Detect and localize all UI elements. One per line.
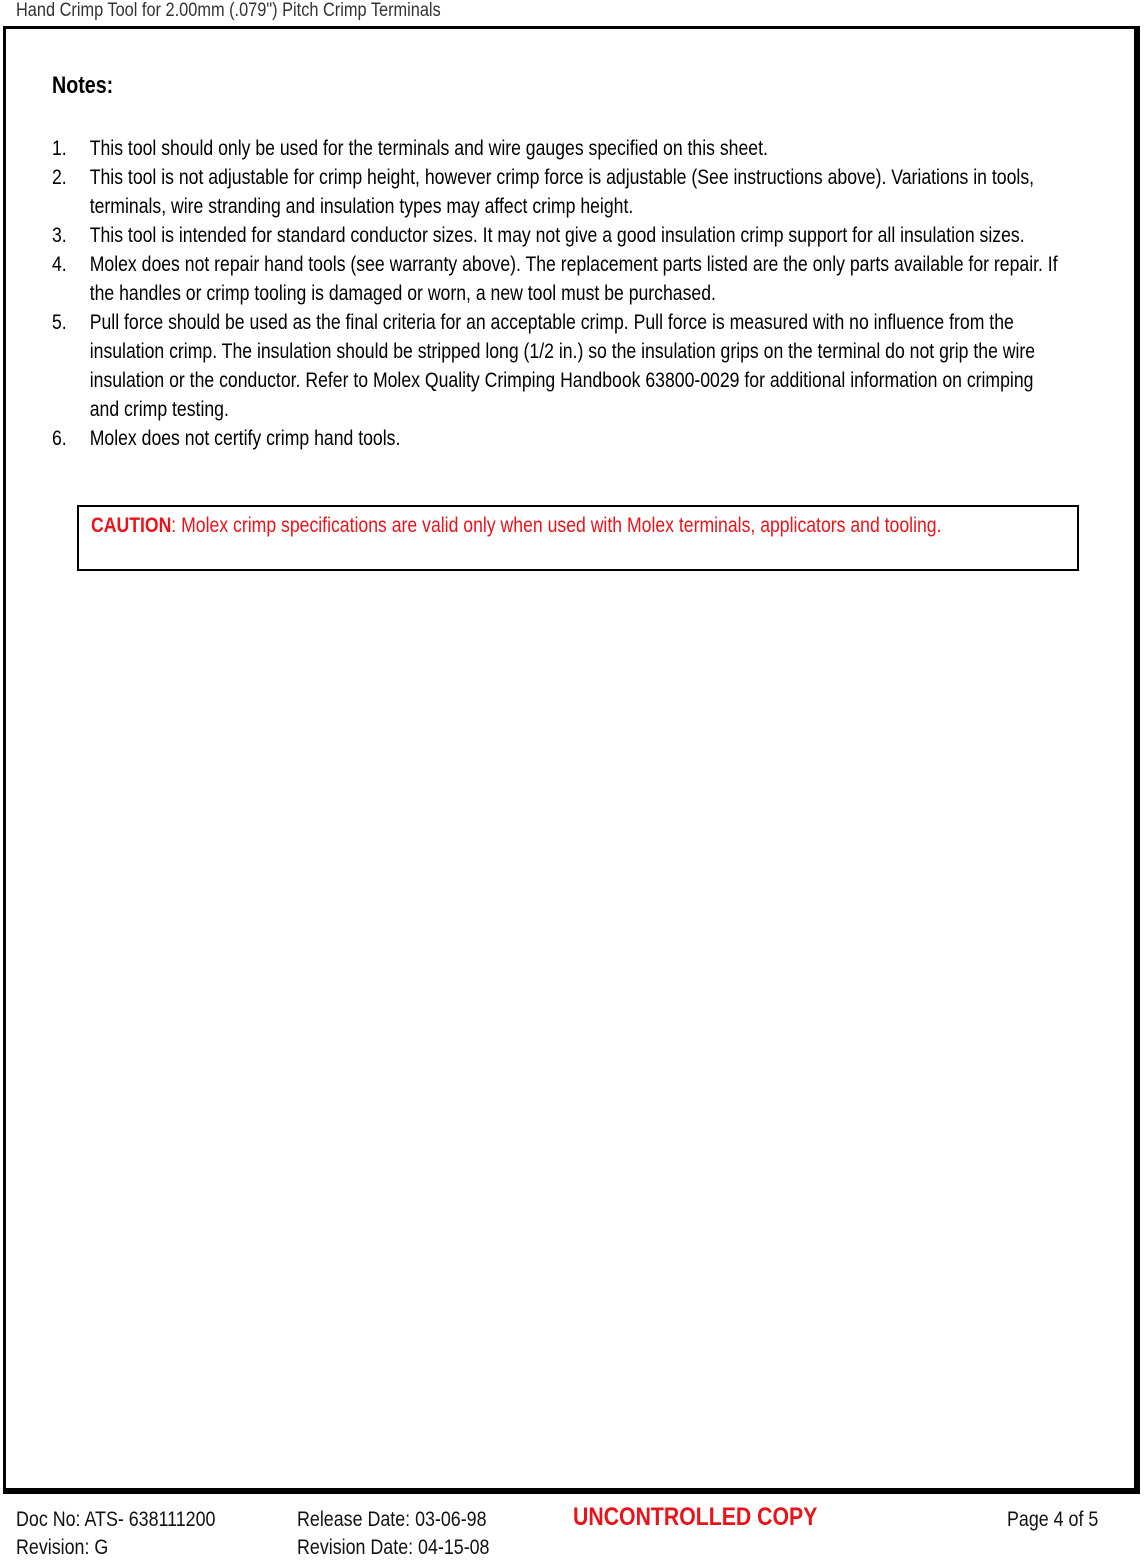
footer-page-number: Page 4 of 5 <box>1007 1508 1099 1531</box>
note-item-6 <box>52 424 1061 453</box>
footer-revision: Revision: G <box>16 1536 109 1559</box>
caution-label: CAUTION <box>91 513 172 537</box>
note-item-3 <box>52 221 1061 250</box>
note-text: Pull force should be used as the final criteria for an acceptable crimp. Pull force is measured with no influence from the insulation crimp. The insulation should be stripped long (1/2 in.) so the insulation grips on the terminal do not grip the wire insulation or the conductor. Refer to Molex Quality Crimping Handbook 63800-0029 for additional information on crimping and crimp testing. <box>89 310 1036 421</box>
caution-box <box>77 505 1079 571</box>
note-number: 5. <box>52 310 67 334</box>
note-number: 2. <box>52 165 67 189</box>
note-text: This tool is intended for standard conductor sizes. It may not give a good insulation crimp support for all insulation sizes. <box>89 223 1025 247</box>
footer-release-date: Release Date: 03-06-98 <box>297 1508 487 1531</box>
note-number: 6. <box>52 426 67 450</box>
footer-doc-no: Doc No: ATS- 638111200 <box>16 1508 216 1531</box>
footer-revision-date: Revision Date: 04-15-08 <box>297 1536 490 1559</box>
caution-text: : Molex crimp specifications are valid only when used with Molex terminals, applicators and tooling. <box>171 513 942 537</box>
note-text: Molex does not repair hand tools (see warranty above). The replacement parts listed are the only parts available for repair. If the handles or crimp tooling is damaged or worn, a new tool must be purchased. <box>89 252 1058 305</box>
note-text: Molex does not certify crimp hand tools. <box>89 426 401 450</box>
note-item-5 <box>52 308 1061 424</box>
document-header-title: Hand Crimp Tool for 2.00mm (.079") Pitch Crimp Terminals <box>16 0 441 21</box>
note-item-1 <box>52 134 1061 163</box>
notes-heading: Notes: <box>52 72 114 99</box>
note-text: This tool is not adjustable for crimp height, however crimp force is adjustable (See instructions above). Variations in tools, terminals, wire stranding and insulation types may affect crimp height. <box>89 165 1035 218</box>
note-number: 3. <box>52 223 67 247</box>
note-number: 4. <box>52 252 67 276</box>
caution-message <box>91 511 1059 540</box>
note-text: This tool should only be used for the terminals and wire gauges specified on this sheet. <box>89 136 768 160</box>
note-item-2 <box>52 163 1061 221</box>
notes-list <box>52 134 1061 453</box>
footer-status: UNCONTROLLED COPY <box>573 1503 818 1531</box>
note-number: 1. <box>52 136 67 160</box>
note-item-4 <box>52 250 1061 308</box>
